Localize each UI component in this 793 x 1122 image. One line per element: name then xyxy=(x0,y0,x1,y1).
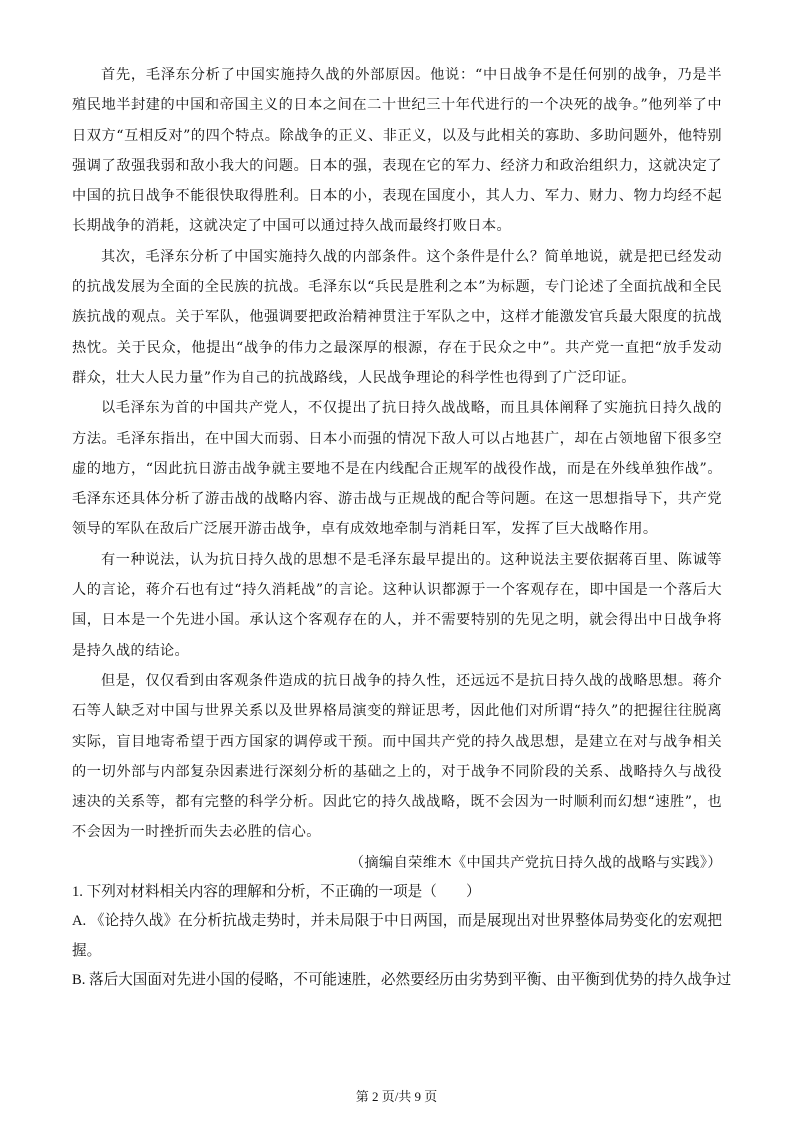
page-number: 第 2 页/共 9 页 xyxy=(355,1089,438,1104)
question-option-a: A. 《论持久战》在分析抗战走势时，并未局限于中日两国，而是展现出对世界整体局势变化的宏观把握。 xyxy=(72,913,722,959)
question-stem: 1. 下列对材料相关内容的理解和分析，不正确的一项是（ ） xyxy=(72,883,481,900)
article-paragraph-1: 首先，毛泽东分析了中国实施持久战的外部原因。他说：“中日战争不是任何别的战争，乃是半殖民地半封建的中国和帝国主义的日本之间在二十世纪三十年代进行的一个决死的战争。”他列举了中日双方“互相反对”的四个特点。除战争的正义、非正义，以及与此相关的寡助、多助问题外，他特别强调了敌强我弱和敌小我大的问题。日本的强，表现在它的军力、经济力和政治组织力，这就决定了中国的抗日战争不能很快取得胜利。日本的小，表现在国度小，其人力、军力、财力、物力均经不起长期战争的消耗，这就决定了中国可以通过持久战而最终打败日本。 xyxy=(72,67,722,235)
document-body xyxy=(72,60,732,996)
article-paragraph-3: 以毛泽东为首的中国共产党人，不仅提出了抗日持久战战略，而且具体阐释了实施抗日持久战的方法。毛泽东指出，在中国大而弱、日本小而强的情况下敌人可以占地甚广，却在占领地留下很多空虚的地方，“因此抗日游击战争就主要地不是在内线配合正规军的战役作战，而是在外线单独作战”。毛泽东还具体分析了游击战的战略内容、游击战与正规战的配合等问题。在这一思想指导下，共产党领导的军队在敌后广泛展开游击战争，卓有成效地牵制与消耗日军，发挥了巨大战略作用。 xyxy=(72,400,722,538)
article-paragraph-5: 但是，仅仅看到由客观条件造成的抗日战争的持久性，还远远不是抗日持久战的战略思想。蒋介石等人缺乏对中国与世界关系以及世界格局演变的辩证思考，因此他们对所谓“持久”的把握往往脱离实际，盲目地寄希望于西方国家的调停或干预。而中国共产党的持久战思想，是建立在对与战争相关的一切外部与内部复杂因素进行深刻分析的基础之上的，对于战争不同阶段的关系、战略持久与战役速决的关系等，都有完整的科学分析。因此它的持久战战略，既不会因为一时顺利而幻想“速胜”，也不会因为一时挫折而失去必胜的信心。 xyxy=(72,672,722,841)
article-paragraph-4: 有一种说法，认为抗日持久战的思想不是毛泽东最早提出的。这种说法主要依据蒋百里、陈诚等人的言论，蒋介石也有过“持久消耗战”的言论。这种认识都源于一个客观存在，即中国是一个落后大国，日本是一个先进小国。承认这个客观存在的人，并不需要特别的先见之明，就会得出中日战争将是持久战的结论。 xyxy=(72,551,722,659)
article-source: （摘编自荣维木《中国共产党抗日持久战的战略与实践》） xyxy=(349,854,722,871)
question-option-b: B. 落后大国面对先进小国的侵略，不可能速胜，必然要经历由劣势到平衡、由平衡到优势的持久战争过 xyxy=(72,972,732,989)
article-paragraph-2: 其次，毛泽东分析了中国实施持久战的内部条件。这个条件是什么？简单地说，就是把已经发动的抗战发展为全面的全民族的抗战。毛泽东以“兵民是胜利之本”为标题，专门论述了全面抗战和全民族抗战的观点。关于军队，他强调要把政治精神贯注于军队之中，这样才能激发官兵最大限度的抗战热忱。关于民众，他提出“战争的伟力之最深厚的根源，存在于民众之中”。共产党一直把“放手发动群众，壮大人民力量”作为自己的抗战路线，人民战争理论的科学性也得到了广泛印证。 xyxy=(72,248,722,386)
